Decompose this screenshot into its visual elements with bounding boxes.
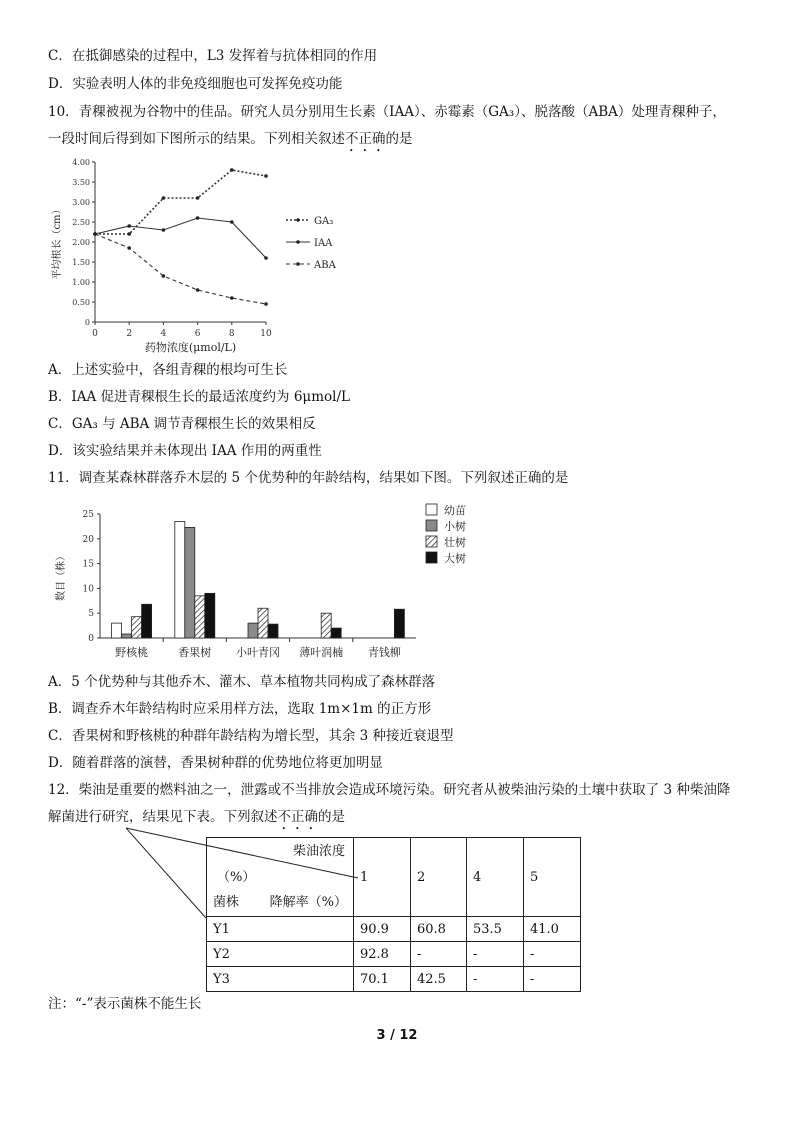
table-row xyxy=(207,917,581,942)
y-tick-label: 10 xyxy=(82,584,94,595)
x-tick-label: 野核桃 xyxy=(115,646,149,659)
table-cell: - xyxy=(467,967,524,992)
legend-label: 壮树 xyxy=(444,536,466,549)
q9-option-d: D．实验表明人体的非免疫细胞也可发挥免疫功能 xyxy=(48,76,343,92)
y-axis-label: 平均根长（cm） xyxy=(52,204,63,280)
y-tick-label: 3.00 xyxy=(72,198,90,207)
header-percent: （%） xyxy=(217,870,256,885)
q12-stem-end: 的是 xyxy=(318,809,345,825)
legend-label: 小树 xyxy=(444,520,466,533)
q11-option-a: A．5 个优势种与其他乔木、灌木、草本植物共同构成了森林群落 xyxy=(48,674,436,690)
q10-option-a: A．上述实验中，各组青稞的根均可生长 xyxy=(48,362,288,378)
y-tick-label: 20 xyxy=(82,534,94,545)
legend-label: GA₃ xyxy=(314,216,334,227)
y-tick-label: 1.50 xyxy=(72,258,90,267)
table-header-row xyxy=(207,838,581,917)
q11-stem: 11．调查某森林群落乔木层的 5 个优势种的年龄结构，结果如下图。下列叙述正确的是 xyxy=(48,470,569,486)
x-tick-label: 青钱柳 xyxy=(367,646,401,659)
y-tick-label: 5 xyxy=(88,609,94,620)
table-cell: 90.9 xyxy=(354,917,411,942)
table-row xyxy=(207,967,581,992)
y-tick-label: 25 xyxy=(82,510,94,520)
q11-option-c: C．香果树和野核桃的种群年龄结构为增长型，其余 3 种接近衰退型 xyxy=(48,728,454,744)
q10-option-c: C．GA₃ 与 ABA 调节青稞根生长的效果相反 xyxy=(48,416,316,432)
x-tick-label: 4 xyxy=(160,329,167,339)
q10-stem-end: 的是 xyxy=(385,131,413,147)
table-cell: 53.5 xyxy=(467,917,524,942)
column-header: 1 xyxy=(354,838,411,917)
x-tick-label: 薄叶润楠 xyxy=(299,646,344,659)
table-cell: - xyxy=(467,942,524,967)
q10-option-d: D．该实验结果并未体现出 IAA 作用的两重性 xyxy=(48,443,322,459)
x-tick-label: 0 xyxy=(92,329,98,339)
y-tick-label: 3.50 xyxy=(72,178,90,187)
column-header: 5 xyxy=(524,838,581,917)
q10-stem-text: 一段时间后得到如下图所示的结果。下列相关叙述 xyxy=(48,131,345,147)
table-cell: 92.8 xyxy=(354,942,411,967)
y-tick-label: 2.50 xyxy=(72,218,90,227)
q10-option-b: B．IAA 促进青稞根生长的最适浓度约为 6μmol/L xyxy=(48,389,350,405)
table-cell: 60.8 xyxy=(411,917,467,942)
legend-label: IAA xyxy=(314,238,333,249)
table-cell: 42.5 xyxy=(411,967,467,992)
x-tick-label: 6 xyxy=(194,329,201,339)
column-header: 4 xyxy=(467,838,524,917)
table-cell: - xyxy=(524,967,581,992)
q10-stem-line1: 10．青稞被视为谷物中的佳品。研究人员分别用生长素（IAA）、赤霉素（GA₃）、脱落酸（ABA）处理青稞种子， xyxy=(48,104,726,120)
header-degradation-rate: 降解率（%） xyxy=(269,895,347,910)
header-diesel-concentration: 柴油浓度 xyxy=(292,844,345,859)
q10-emphasis: 不正确 xyxy=(345,131,386,147)
legend-label: ABA xyxy=(314,260,336,271)
y-tick-label: 0.50 xyxy=(72,298,90,307)
q9-option-c: C．在抵御感染的过程中，L3 发挥着与抗体相同的作用 xyxy=(48,48,378,64)
y-tick-label: 2.00 xyxy=(72,238,90,247)
table-cell: - xyxy=(524,942,581,967)
table-row xyxy=(207,942,581,967)
y-tick-label: 15 xyxy=(82,559,94,570)
row-label: Y3 xyxy=(207,967,354,992)
x-tick-label: 8 xyxy=(228,329,235,339)
table-note: 注：“-”表示菌株不能生长 xyxy=(48,996,202,1012)
q12-stem-text: 解菌进行研究，结果见下表。下列叙述 xyxy=(48,809,278,825)
x-axis-label: 药物浓度(μmol/L) xyxy=(144,341,237,354)
q12-emphasis: 不正确 xyxy=(277,809,318,825)
row-label: Y2 xyxy=(207,942,354,967)
x-tick-label: 香果树 xyxy=(178,646,212,659)
column-header: 2 xyxy=(411,838,467,917)
table-header-cell xyxy=(207,838,354,917)
header-strain: 菌株 xyxy=(213,895,240,910)
y-tick-label: 4.00 xyxy=(72,158,90,167)
table-cell: - xyxy=(411,942,467,967)
q12-stem-line1: 12．柴油是重要的燃料油之一，泄露或不当排放会造成环境污染。研究者从被柴油污染的土壤中获取了 3 种柴油降 xyxy=(48,782,731,798)
y-tick-label: 0 xyxy=(84,318,90,327)
row-label: Y1 xyxy=(207,917,354,942)
table-cell: 70.1 xyxy=(354,967,411,992)
x-tick-label: 10 xyxy=(260,329,272,339)
table-cell: 41.0 xyxy=(524,917,581,942)
y-tick-label: 0 xyxy=(88,634,94,644)
x-tick-label: 2 xyxy=(126,329,133,339)
page-number: 3 / 12 xyxy=(376,1028,418,1043)
y-tick-label: 1.00 xyxy=(72,278,90,287)
q11-option-d: D．随着群落的演替，香果树种群的优势地位将更加明显 xyxy=(48,755,383,771)
x-tick-label: 小叶青冈 xyxy=(236,646,280,659)
legend-label: 大树 xyxy=(444,552,466,565)
q11-option-b: B．调查乔木年龄结构时应采用样方法，选取 1m×1m 的正方形 xyxy=(48,701,432,717)
degradation-table xyxy=(206,837,581,992)
y-axis-label: 数目（株） xyxy=(56,551,67,601)
legend-label: 幼苗 xyxy=(444,504,466,517)
